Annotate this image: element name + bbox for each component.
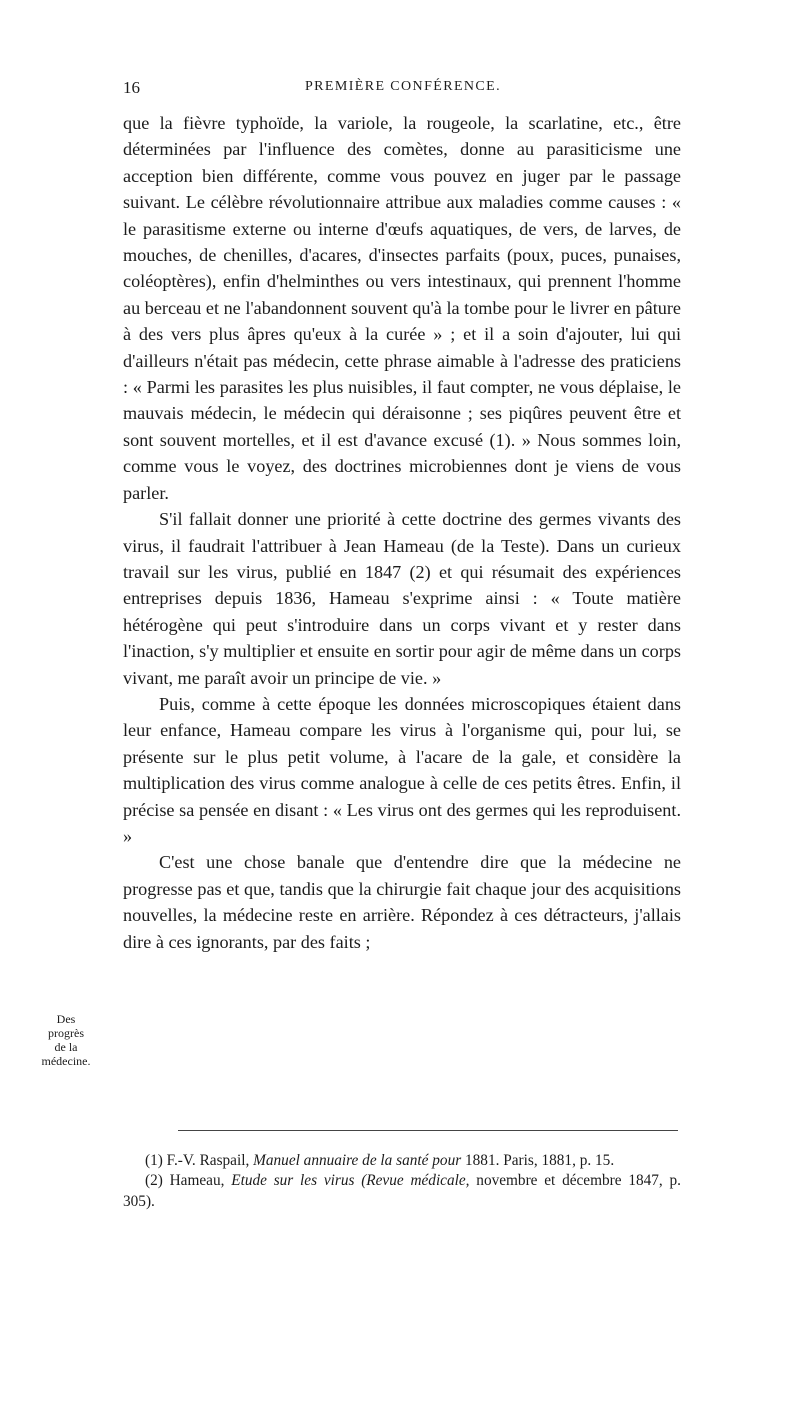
footnote-text: novembre et décembre 1847, p. 305). (123, 1172, 682, 1210)
page-header (123, 78, 683, 104)
margin-note-line: de la (54, 1040, 78, 1054)
footnotes (123, 1151, 681, 1212)
footnote-title: Manuel annuaire de la santé pour (253, 1152, 462, 1169)
footnote (123, 1151, 681, 1171)
paragraph-continued: que la fièvre typhoïde, la variole, la rougeole, la scarlatine, etc., être déterminées par l'influence des comètes, donne au parasiticisme une acception bien différente, comme vous pouvez en juger par le passage suivant. Le célèbre révolutionnaire attribue aux maladies comme causes : « le parasitisme externe ou interne d'œufs aquatiques, de vers, de larves, de mouches, de chenilles, d'acares, d'insectes parfaits (poux, puces, punaises, coléoptères), enfin d'helminthes ou vers intestinaux, qui prennent l'homme au berceau et ne l'abandonnent souvent qu'à la tombe pour le livrer en pâture à des vers plus âpres qu'eux à la curée » ; et il a soin d'ajouter, lui qui d'ailleurs n'était pas médecin, cette phrase aimable à l'adresse des praticiens : « Parmi les parasites les plus nuisibles, il faut compter, ne vous déplaise, le mauvais médecin, le médecin qui déraisonne ; ses piqûres peuvent être et sont souvent mortelles, et il est d'avance excusé (1). » Nous sommes loin, comme vous le voyez, des doctrines microbiennes dont je viens de vous parler. (123, 113, 681, 503)
paragraph: C'est une chose banale que d'entendre dire que la médecine ne progresse pas et que, tandis que la chirurgie fait chaque jour des acquisitions nouvelles, la médecine reste en arrière. Répondez à ces détracteurs, j'allais dire à ces ignorants, par des faits ; (123, 852, 681, 952)
margin-note-line: progrès (48, 1026, 84, 1040)
footnote-divider (178, 1130, 678, 1131)
paragraph: Puis, comme à cette époque les données microscopiques étaient dans leur enfance, Hameau compare les virus à l'organisme qui, pour lui, se présente sur le plus petit volume, à l'acare de la gale, et considère la multiplication des virus comme analogue à celle de ces petits êtres. Enfin, il précise sa pensée en disant : « Les virus ont des germes qui les reproduisent. » (123, 693, 681, 846)
page-number: 16 (123, 78, 140, 97)
main-text (123, 110, 681, 955)
paragraph: S'il fallait donner une priorité à cette doctrine des germes vivants des virus, il faudrait l'attribuer à Jean Hameau (de la Teste). Dans un curieux travail sur les virus, publié en 1847 (2) et qui résumait des expériences entreprises depuis 1836, Hameau s'exprime ainsi : « Toute matière hétérogène qui peut s'introduire dans un corps vivant et y rester dans l'inaction, s'y multiplier et ensuite en sortir pour agir de même dans un corps vivant, me paraît avoir un principe de vie. » (123, 509, 681, 688)
footnote-text: (1) F.-V. Raspail, (145, 1152, 254, 1169)
margin-note-line: médecine. (41, 1054, 91, 1068)
footnote-text: 1881. Paris, 1881, p. 15. (461, 1152, 615, 1169)
footnote-text: (2) Hameau, (145, 1172, 232, 1190)
running-title: PREMIÈRE CONFÉRENCE. (304, 79, 501, 94)
footnote-title: Etude sur les virus (Revue médicale, (231, 1172, 470, 1190)
margin-note-line: Des (56, 1012, 76, 1026)
margin-note (28, 1012, 104, 1068)
footnote (123, 1171, 681, 1212)
